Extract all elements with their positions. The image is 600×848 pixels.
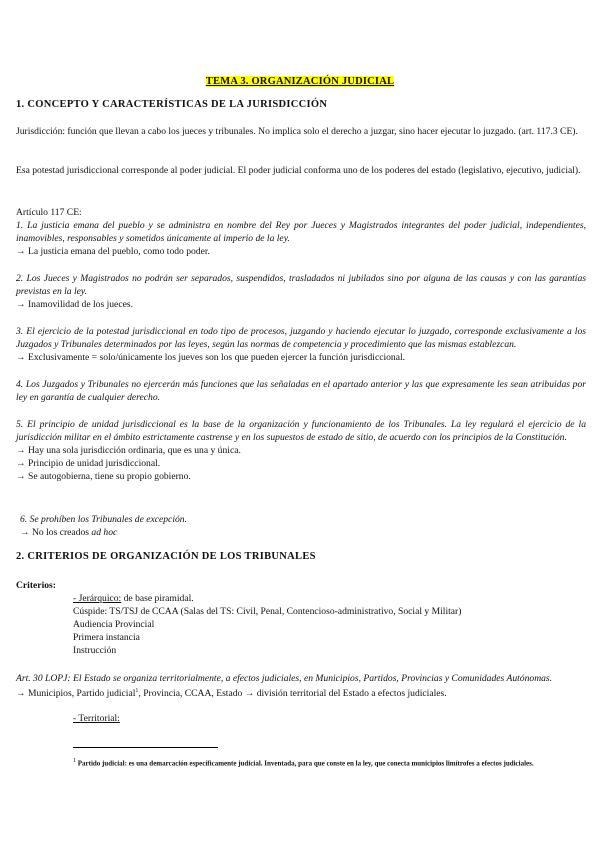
article-117-2: 2. Los Jueces y Magistrados no podrán ser separados, suspendidos, trasladados ni jubilados sino por alguna de las causas y con las garantías previstas en la ley. <box>16 273 586 297</box>
article-117-6-note: → No los creados ad hoc <box>20 527 118 538</box>
footnote: 1 Partido judicial: es una demarcación específicamente judicial. Inventada, para que conste en la ley, que conecta municipios limítrofes a efectos judiciales. <box>73 758 534 768</box>
article-117-5-note: → Hay una sola jurisdicción ordinaria, que es una y única. <box>16 445 241 456</box>
art30-note: → Municipios, Partido judicial$^1$, Provincia, CCAA, Estado → división territorial del Estado a efectos judiciales. <box>16 688 447 700</box>
hierarchy-item: Instrucción <box>73 645 117 656</box>
article-117-5: 5. El principio de unidad jurisdiccional es la base de la organización y funcionamiento de los Tribunales. La ley regulará el ejercicio de la jurisdicción militar en el ámbito estrictamente castrense y en los supuestos de estado de sitio, de acuerdo con los principios de la Constitución. <box>16 419 586 443</box>
article-117-3-note: → Exclusivamente = solo/únicamente los jueves son los que pueden ejercer la función jurisdiccional. <box>16 352 406 363</box>
jerarquico-label: - Jerárquico: <box>73 593 122 604</box>
article-label: Artículo 117 CE: <box>16 207 82 218</box>
hierarchy-item: Primera instancia <box>73 632 140 643</box>
article-117-6: 6. Se prohíben los Tribunales de excepción. <box>20 514 187 525</box>
paragraph-potestad: Esa potestad jurisdiccional corresponde al poder judicial. El poder judicial conforma uno de los poderes del estado (legislativo, ejecutivo, judicial). <box>16 165 581 176</box>
footnote-divider <box>73 747 218 748</box>
article-117-2-block <box>16 272 586 311</box>
hierarchy-item: Cúspide: TS/TSJ de CCAA (Salas del TS: Civil, Penal, Contencioso-administrativo, Social y Militar) <box>73 606 462 617</box>
jerarquico-line: - Jerárquico: de base piramidal. <box>73 593 194 604</box>
criterios-label: Criterios: <box>16 580 56 591</box>
article-117-1-note: → La justicia emana del pueblo, como todo poder. <box>16 246 210 257</box>
article-117-3: 3. El ejercicio de la potestad jurisdiccional en todo tipo de procesos, juzgando y haciendo ejecutar lo juzgado, corresponde exclusivamente a los Juzgados y Tribunales determinados por las leyes, según las normas de competencia y procedimiento que las mismas establezcan. <box>16 326 586 350</box>
footnote-ref[interactable]: 1 <box>135 688 139 694</box>
art30-text: Art. 30 LOPJ: El Estado se organiza territorialmente, a efectos judiciales, en Municipios, Partidos, Provincias y Comunidades Autónomas. <box>16 673 553 684</box>
article-117-1: 1. La justicia emana del pueblo y se administra en nombre del Rey por Jueces y Magistrados integrantes del poder judicial, independientes, inamovibles, responsables y sometidos únicamente al imperio de la ley. <box>16 220 586 244</box>
art30-block <box>16 672 586 700</box>
jerarquico-block <box>73 592 461 657</box>
section-1-heading: 1. CONCEPTO Y CARACTERÍSTICAS DE LA JURISDICCIÓN <box>16 99 328 110</box>
article-117-5-note: → Se autogobierna, tiene su propio gobierno. <box>16 471 191 482</box>
document-title: TEMA 3. ORGANIZACIÓN JUDICIAL <box>205 76 395 87</box>
article-117-5-note: → Principio de unidad jurisdiccional. <box>16 458 161 469</box>
hierarchy-item: Audiencia Provincial <box>73 619 155 630</box>
article-117-4: 4. Los Juzgados y Tribunales no ejercerán más funciones que las señaladas en el apartado anterior y las que expresamente les sean atribuidas por ley en garantía de cualquier derecho. <box>16 379 586 403</box>
article-117-6-block <box>20 513 590 539</box>
section-2-heading: 2. CRITERIOS DE ORGANIZACIÓN DE LOS TRIBUNALES <box>16 551 316 562</box>
paragraph-jurisdiccion: Jurisdicción: función que llevan a cabo los jueces y tribunales. No implica solo el derecho a juzgar, sino hacer ejecutar lo juzgado. (art. 117.3 CE). <box>16 126 578 137</box>
article-117-2-note: → Inamovilidad de los jueces. <box>16 299 133 310</box>
article-117-5-block <box>16 418 586 483</box>
article-117-block <box>16 206 586 258</box>
territorial-label: - Territorial: <box>73 713 120 724</box>
article-117-3-block <box>16 325 586 364</box>
